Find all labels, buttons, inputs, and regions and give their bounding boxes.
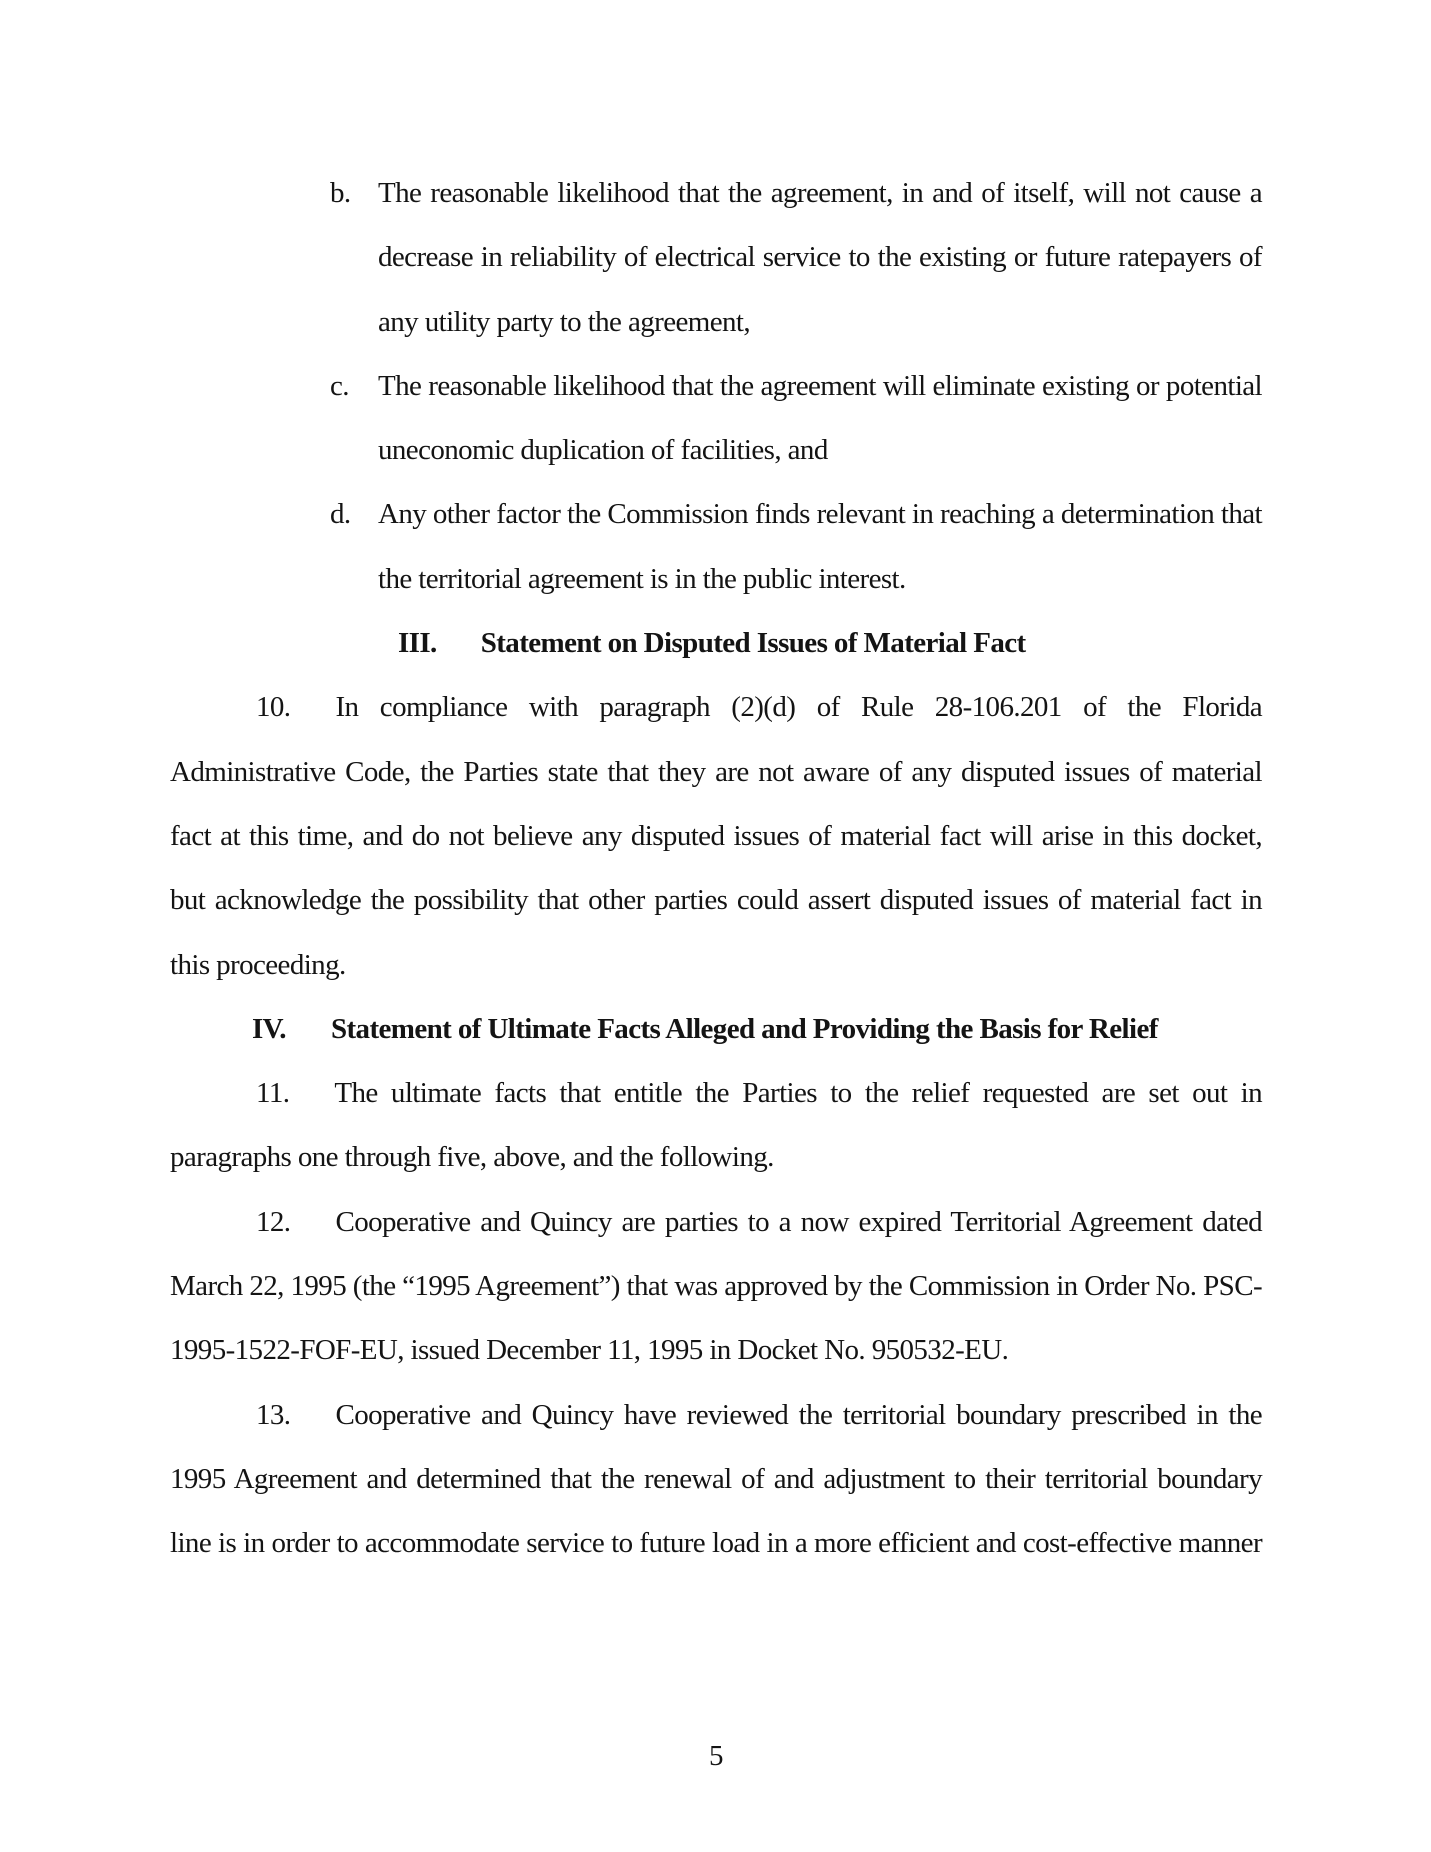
list-item-c-line-2 [378,418,1262,482]
list-item-d-marker: d. [330,498,351,531]
list-item-b-marker: b. [330,177,351,209]
para-10-line-5 [170,933,1262,997]
para-12-number: 12. [256,1205,291,1238]
page-content [170,161,1262,1576]
para-13-line-1 [170,1383,1262,1447]
section-heading-iii [170,611,1262,675]
para-12-text-1: Cooperative and Quincy are parties to a now expired Territorial Agreement dated [335,1205,1262,1238]
para-10-line-3 [170,804,1262,868]
para-12-line-2 [170,1254,1262,1318]
para-10-text-5: this proceeding. [170,948,346,981]
para-11-line-2 [170,1125,1262,1189]
list-item-b-line-3 [378,290,1262,354]
para-13-line-3 [170,1511,1262,1575]
para-11-text-2: paragraphs one through five, above, and the following. [170,1141,774,1174]
list-item-c-marker: c. [330,369,349,402]
para-13-text-2: 1995 Agreement and determined that the renewal of and adjustment to their territorial boundary [170,1462,1262,1495]
section-heading-iii-numeral: III. [398,627,437,660]
list-item-c-text-2: uneconomic duplication of facilities, and [378,434,828,467]
para-13-line-2 [170,1447,1262,1511]
para-13-text-1: Cooperative and Quincy have reviewed the territorial boundary prescribed in the [335,1398,1262,1431]
para-13-number: 13. [256,1398,291,1431]
list-item-b-text-1: The reasonable likelihood that the agreement, in and of itself, will not cause a [378,177,1262,209]
para-12-text-2: March 22, 1995 (the “1995 Agreement”) that was approved by the Commission in Order No. PSC- [170,1270,1262,1303]
para-10-text-4: but acknowledge the possibility that other parties could assert disputed issues of material fact in [170,884,1262,917]
list-item-c-text-1: The reasonable likelihood that the agreement will eliminate existing or potential [378,369,1262,402]
list-item-b-line-1 [330,161,1262,225]
para-10-text-1: In compliance with paragraph (2)(d) of Rule 28-106.201 of the Florida [335,691,1262,724]
list-item-d-line-2 [378,547,1262,611]
para-12-text-3: 1995-1522-FOF-EU, issued December 11, 1995 in Docket No. 950532-EU. [170,1334,1009,1367]
page-number: 5 [709,1740,723,1772]
list-item-c-line-1 [330,354,1262,418]
para-12-line-1 [170,1190,1262,1254]
section-heading-iv-title: Statement of Ultimate Facts Alleged and Providing the Basis for Relief [330,1012,1158,1045]
para-11-number: 11. [256,1077,290,1110]
para-10-text-2: Administrative Code, the Parties state that they are not aware of any disputed issues of material [170,755,1262,788]
para-10-text-3: fact at this time, and do not believe any disputed issues of material fact will arise in this docket, [170,819,1262,852]
para-10-number: 10. [256,691,291,724]
para-10-line-2 [170,740,1262,804]
para-10-line-1 [170,675,1262,739]
list-item-b-text-3: any utility party to the agreement, [378,305,750,338]
list-item-b-text-2: decrease in reliability of electrical service to the existing or future ratepayers of [378,241,1262,274]
list-item-d-line-1 [330,482,1262,546]
para-11-line-1 [170,1061,1262,1125]
list-item-b-line-2 [378,225,1262,289]
para-11-text-1: The ultimate facts that entitle the Parties to the relief requested are set out in [334,1077,1262,1110]
section-heading-iv [170,997,1262,1061]
list-item-d-text-2: the territorial agreement is in the public interest. [378,562,906,595]
section-heading-iv-numeral: IV. [252,1012,286,1045]
section-heading-iii-title: Statement on Disputed Issues of Material Fact [480,627,1026,660]
list-item-d-text-1: Any other factor the Commission finds relevant in reaching a determination that [378,498,1262,531]
para-13-text-3: line is in order to accommodate service to future load in a more efficient and cost-effective manner [170,1527,1262,1560]
para-12-line-3 [170,1318,1262,1382]
para-10-line-4 [170,868,1262,932]
